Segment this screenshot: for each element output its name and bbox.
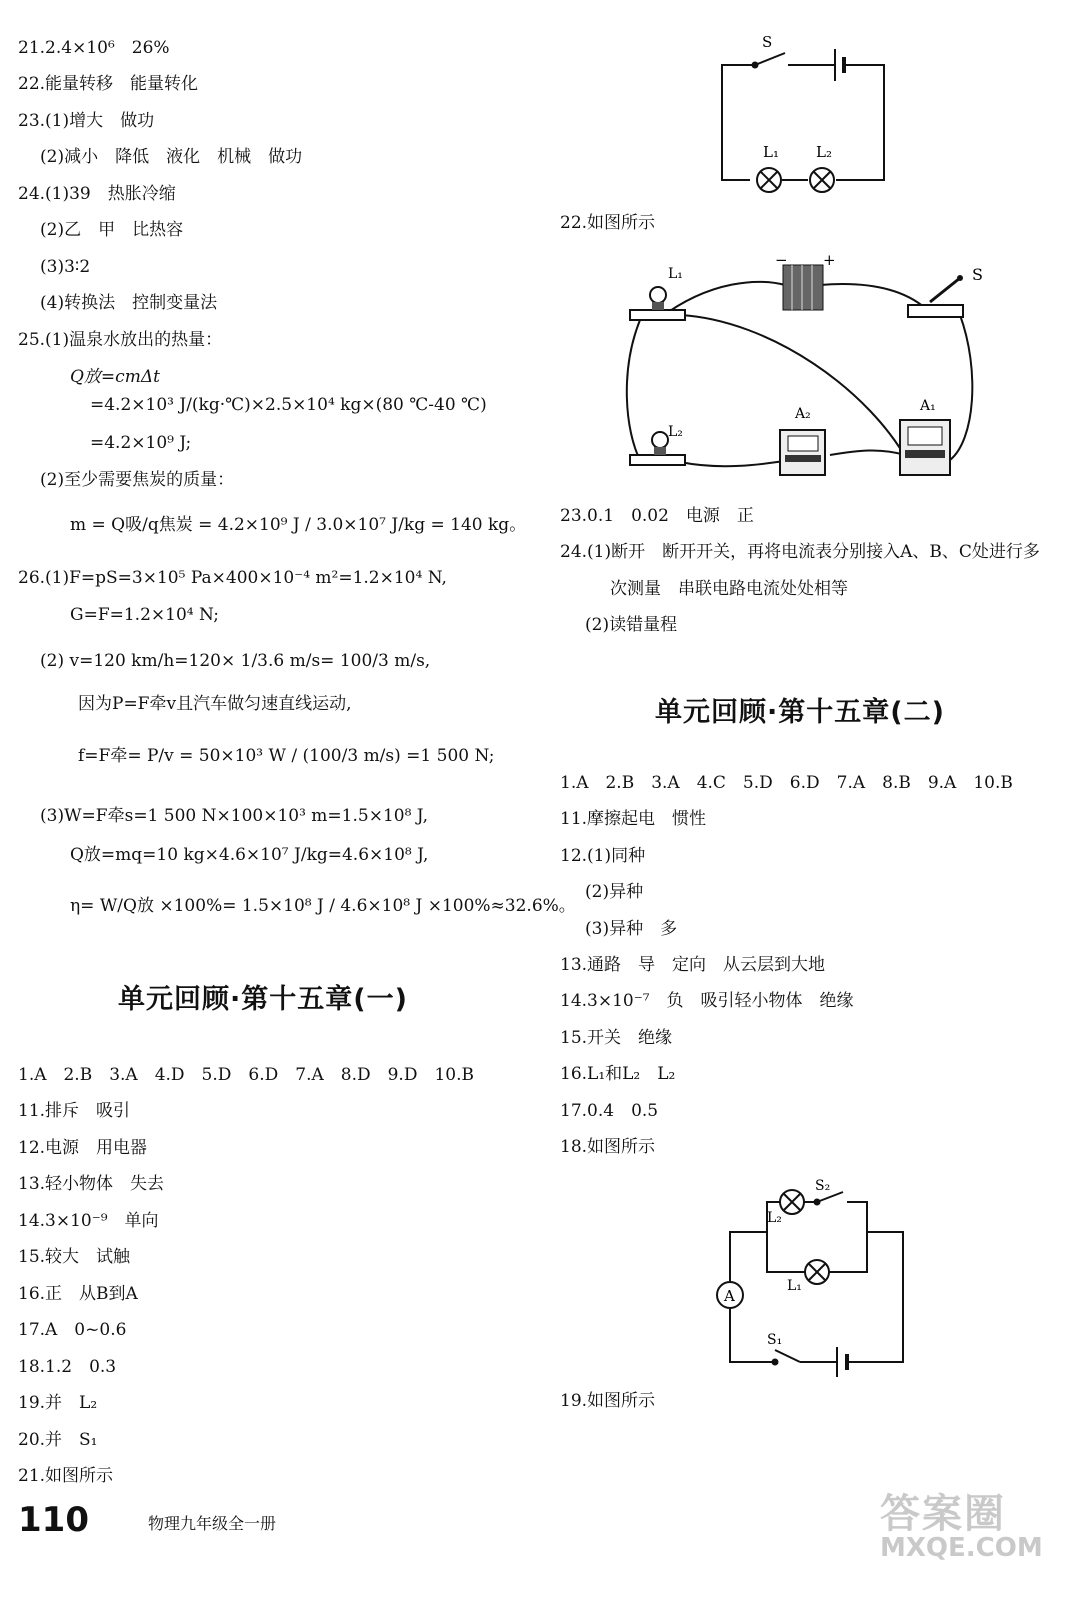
answer-24-2: (2)乙 甲 比热容	[40, 220, 184, 240]
answer-21-figure: 21.如图所示	[18, 1466, 114, 1486]
formula-q-heat: Q放=cmΔt	[70, 367, 160, 387]
label-s: S	[762, 33, 773, 51]
label-minus: −	[775, 251, 788, 269]
book-title-footer: 物理九年级全一册	[148, 1514, 277, 1533]
text-uniform-motion: 因为P=F牵v且汽车做匀速直线运动,	[78, 694, 352, 714]
lamp-l1-icon	[630, 287, 685, 320]
ammeter-a2-icon	[780, 430, 825, 475]
watermark-logo	[880, 1482, 1043, 1563]
circuit-diagram-parallel	[705, 1172, 915, 1372]
section-title-chapter15-part2: 单元回顾·第十五章(二)	[655, 697, 945, 728]
label-a1: A₁	[920, 398, 936, 414]
answer-24-1-right: 24.(1)断开 断开开关，再将电流表分别接入A、B、C处进行多	[560, 542, 1040, 562]
ammeter-label: A	[724, 1287, 735, 1305]
answer-25-2: (2)至少需要焦炭的质量：	[40, 470, 235, 490]
switch-icon	[908, 275, 963, 317]
answer-21: 21.2.4×10⁶ 26%	[18, 38, 170, 58]
label-l2-physical: L₂	[668, 424, 683, 440]
answer-18-right: 18.如图所示	[560, 1137, 656, 1157]
formula-heat-fuel: Q放=mq=10 kg×4.6×10⁷ J/kg=4.6×10⁸ J,	[70, 845, 429, 865]
label-s-physical: S	[972, 265, 983, 284]
watermark-top: 答案圈	[880, 1491, 1006, 1537]
formula-speed: (2) v=120 km/h=120× 1/3.6 m/s= 100/3 m/s,	[40, 651, 431, 671]
answer-13-right: 13.通路 导 定向 从云层到大地	[560, 955, 826, 975]
answer-13: 13.轻小物体 失去	[18, 1174, 165, 1194]
answer-17-right: 17.0.4 0.5	[560, 1101, 659, 1121]
answer-12-3-right: (3)异种 多	[585, 919, 678, 939]
formula-q-substitute: =4.2×10³ J/(kg·℃)×2.5×10⁴ kg×(80 ℃-40 ℃)	[90, 395, 487, 415]
label-s1: S₁	[767, 1332, 783, 1348]
answer-17: 17.A 0~0.6	[18, 1320, 127, 1340]
label-s2: S₂	[815, 1178, 831, 1194]
answer-15: 15.较大 试触	[18, 1247, 131, 1267]
circuit-diagram-series	[710, 35, 900, 195]
formula-friction: f=F牵= P/v = 50×10³ W / (100/3 m/s) =1 500 N;	[78, 746, 495, 766]
formula-gravity: G=F=1.2×10⁴ N;	[70, 605, 219, 625]
label-plus: +	[823, 251, 836, 269]
section-title-chapter15-part1: 单元回顾·第十五章(一)	[118, 984, 408, 1015]
answer-14: 14.3×10⁻⁹ 单向	[18, 1211, 159, 1231]
answer-12-2-right: (2)异种	[585, 882, 644, 902]
answer-12: 12.电源 用电器	[18, 1138, 148, 1158]
label-l1-parallel: L₁	[787, 1278, 802, 1294]
answer-25-1: 25.(1)温泉水放出的热量：	[18, 330, 223, 350]
label-l2: L₂	[816, 143, 832, 161]
answer-24-3: (3)3∶2	[40, 257, 91, 277]
battery-icon	[783, 265, 823, 310]
answer-18: 18.1.2 0.3	[18, 1357, 117, 1377]
answer-23-1: 23.(1)增大 做功	[18, 111, 155, 131]
answer-24-2-right: (2)读错量程	[585, 615, 678, 635]
answer-14-right: 14.3×10⁻⁷ 负 吸引轻小物体 绝缘	[560, 991, 854, 1011]
answer-22-figure: 22.如图所示	[560, 213, 656, 233]
watermark-bottom: MXQE.COM	[880, 1533, 1043, 1563]
answer-23: 23.0.1 0.02 电源 正	[560, 506, 754, 526]
answer-16: 16.正 从B到A	[18, 1284, 138, 1304]
answer-19-right: 19.如图所示	[560, 1391, 656, 1411]
answer-24-1-cont: 次测量 串联电路电流处处相等	[610, 579, 848, 599]
circuit-diagram-physical	[620, 250, 990, 495]
choice-answers-2: 1.A 2.B 3.A 4.C 5.D 6.D 7.A 8.B 9.A 10.B	[560, 773, 1013, 793]
formula-work: (3)W=F牵s=1 500 N×100×10³ m=1.5×10⁸ J,	[40, 806, 429, 826]
answer-12-1-right: 12.(1)同种	[560, 846, 646, 866]
choice-answers-1: 1.A 2.B 3.A 4.D 5.D 6.D 7.A 8.D 9.D 10.B	[18, 1065, 474, 1085]
answer-24-4: (4)转换法 控制变量法	[40, 293, 218, 313]
answer-16-right: 16.L₁和L₂ L₂	[560, 1064, 676, 1084]
page-number: 110	[18, 1500, 89, 1540]
answer-20: 20.并 S₁	[18, 1430, 98, 1450]
answer-19: 19.并 L₂	[18, 1393, 98, 1413]
answer-11: 11.排斥 吸引	[18, 1101, 131, 1121]
answer-15-right: 15.开关 绝缘	[560, 1028, 673, 1048]
formula-mass: m = Q吸/q焦炭 = 4.2×10⁹ J / 3.0×10⁷ J/kg = 140 kg。	[70, 515, 527, 535]
answer-26-1: 26.(1)F=pS=3×10⁵ Pa×400×10⁻⁴ m²=1.2×10⁴ N,	[18, 568, 447, 588]
answer-22: 22.能量转移 能量转化	[18, 74, 199, 94]
label-a2: A₂	[795, 406, 811, 422]
formula-efficiency: η= W/Q放 ×100%= 1.5×10⁸ J / 4.6×10⁸ J ×100%≈32.6%。	[70, 896, 576, 916]
formula-q-result: =4.2×10⁹ J;	[90, 433, 192, 453]
answer-23-2: (2)减小 降低 液化 机械 做功	[40, 147, 303, 167]
ammeter-a1-icon	[900, 420, 950, 475]
label-l1: L₁	[763, 143, 779, 161]
label-l1-physical: L₁	[668, 266, 683, 282]
answer-11-right: 11.摩擦起电 惯性	[560, 809, 707, 829]
label-l2-parallel: L₂	[767, 1210, 782, 1226]
answer-24-1: 24.(1)39 热胀冷缩	[18, 184, 176, 204]
